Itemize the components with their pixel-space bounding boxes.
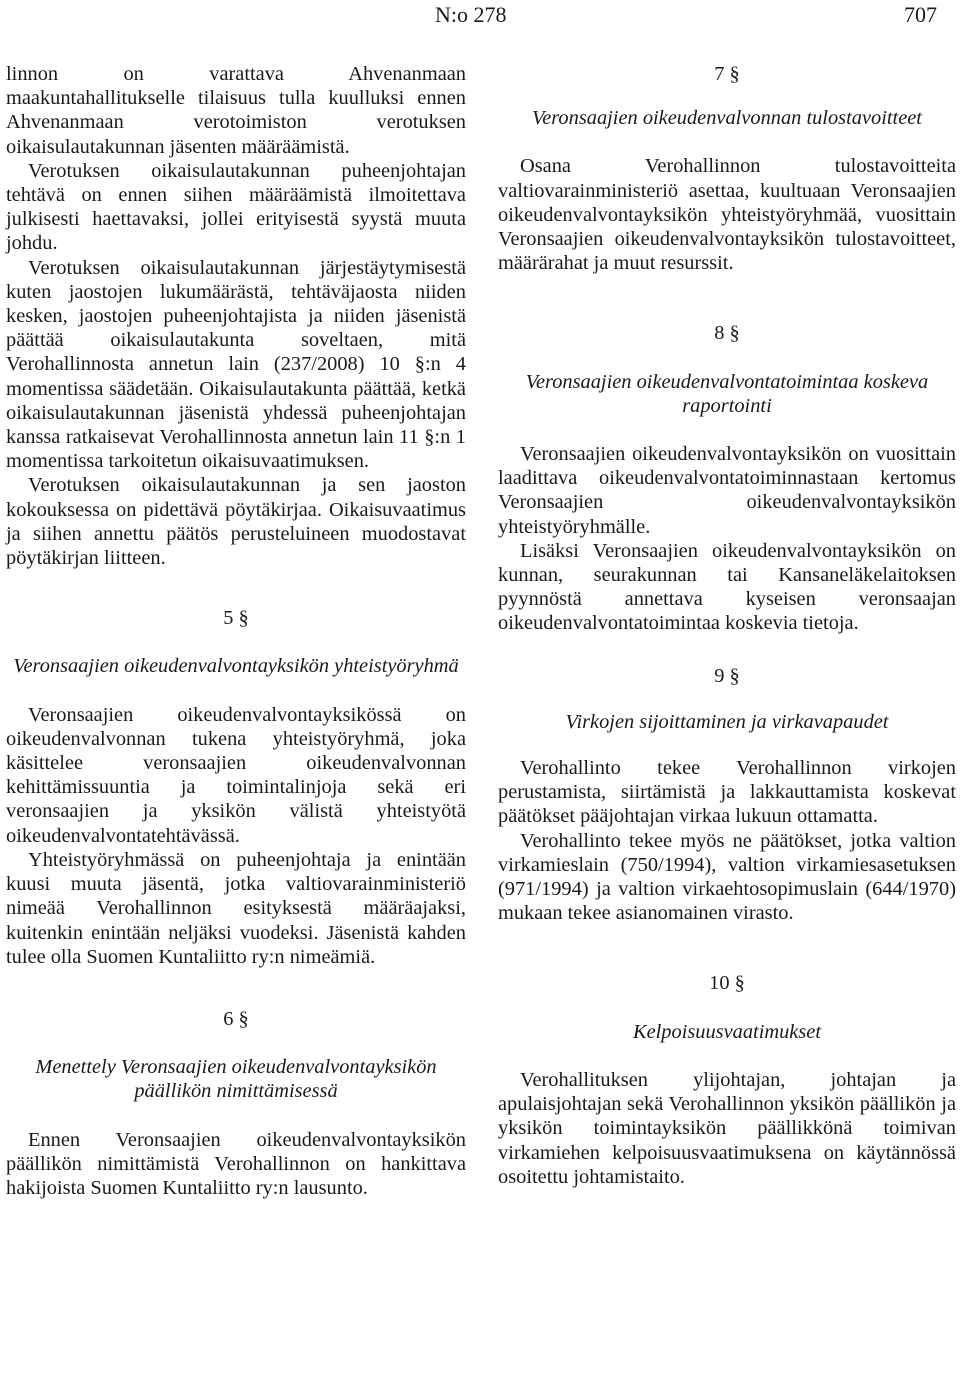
section-title-8: Veronsaajien oikeudenvalvontatoimintaa koskeva raportointi <box>525 370 929 417</box>
paragraph: Lisäksi Veronsaajien oikeudenvalvontayksikön on kunnan, seurakunnan tai Kansaneläkelaitoksen pyynnöstä annettava kyseisen veronsaajan oikeudenvalvontatoimintaa koskevia tietoja. <box>498 539 956 635</box>
section-number-10: 10 § <box>709 972 745 995</box>
document-number: N:o 278 <box>435 2 507 27</box>
section-title-6: Menettely Veronsaajien oikeudenvalvontayksikön päällikön nimittämisessä <box>35 1056 437 1103</box>
paragraph: Verotuksen oikaisulautakunnan järjestäytymisestä kuten jaostojen lukumäärästä, tehtäväjaosta niiden kesken, jaostojen puheenjohtajista ja niiden jäsenistä päättää oikaisulautakunta soveltaen, mitä Verohallinnosta annetun lain (237/2008) 10 §:n 4 momentissa säädetään. Oikaisulautakunta päättää, ketkä oikaisulautakunnan jäsenistä yhdessä puheenjohtajan kanssa ratkaisevat Verohallinnosta annetun lain 11 §:n 1 momentissa tarkoitetun oikaisuvaatimuksen. <box>6 256 466 473</box>
section-number-5: 5 § <box>223 607 249 630</box>
paragraph: linnon on varattava Ahvenanmaan maakuntahallitukselle tilaisuus tulla kuulluksi ennen Ahvenanmaan verotoimiston verotuksen oikaisulautakunnan jäsenten määräämistä. <box>6 63 466 158</box>
paragraph: Ennen Veronsaajien oikeudenvalvontayksikön päällikön nimittämistä Verohallinnon on hankittava hakijoista Suomen Kuntaliitto ry:n lausunto. <box>6 1128 466 1199</box>
paragraph: Veronsaajien oikeudenvalvontayksikössä on oikeudenvalvonnan tukena yhteistyöryhmä, joka käsittelee veronsaajien oikeudenvalvonnan kehittämissuuntia ja toimintalinjoja sekä eri veronsaajien ja yksikön välistä yhteistyötä oikeudenvalvontatehtävässä. <box>6 703 466 847</box>
paragraph: Verohallituksen ylijohtajan, johtajan ja apulaisjohtajan sekä Verohallinnon yksikön päällikön ja yksikön toimintayksikön päällikkönä toimivan virkamiehen kelpoisuusvaatimuksena on käytännössä osoitettu johtamistaito. <box>498 1068 956 1188</box>
left-column <box>6 62 466 1200</box>
paragraph: Verohallinto tekee myös ne päätökset, jotka valtion virkamieslain (750/1994), valtion virkamiesasetuksen (971/1994) ja valtion virkaehtosopimuslain (644/1970) mukaan tekee asianomainen virasto. <box>498 829 956 925</box>
right-column <box>498 62 956 1189</box>
section-number-7: 7 § <box>714 63 740 85</box>
section-number-9: 9 § <box>714 664 740 687</box>
paragraph: Yhteistyöryhmässä on puheenjohtaja ja enintään kuusi muuta jäsentä, jotka valtiovarainministeriö nimeää Verohallinnon esityksestä määräajaksi, kuitenkin enintään neljäksi vuodeksi. Jäsenistä kahden tulee olla Suomen Kuntaliitto ry:n nimeämiä. <box>6 848 466 968</box>
section-number-6: 6 § <box>223 1007 249 1030</box>
paragraph: Verotuksen oikaisulautakunnan puheenjohtajan tehtävä on ennen siihen määräämistä ilmoitettava julkisesti haettavaksi, jollei erityisestä syystä muuta johdu. <box>6 159 466 255</box>
section-title-10: Kelpoisuusvaatimukset <box>632 1020 822 1043</box>
page-header <box>0 0 960 30</box>
section-title-5: Veronsaajien oikeudenvalvontayksikön yhteistyöryhmä <box>13 655 459 678</box>
paragraph: Osana Verohallinnon tulostavoitteita valtiovarainministeriö asettaa, kuultuaan Veronsaajien oikeudenvalvontayksikön yhteistyöryhmää, vuosittain Veronsaajien oikeudenvalvontayksikön tulostavoitteet, määrärahat ja muut resurssit. <box>498 155 956 275</box>
page-number: 707 <box>904 2 937 27</box>
section-number-8: 8 § <box>714 322 740 345</box>
paragraph: Verotuksen oikaisulautakunnan ja sen jaoston kokouksessa on pidettävä pöytäkirjaa. Oikaisuvaatimus ja siihen annettu päätös perusteluineen muodostavat pöytäkirjan liitteen. <box>6 474 466 570</box>
paragraph: Veronsaajien oikeudenvalvontayksikön on vuosittain laadittava oikeudenvalvontatoiminnastaan kertomus Veronsaajien oikeudenvalvontayksikön yhteistyöryhmälle. <box>498 443 956 538</box>
section-title-9: Virkojen sijoittaminen ja virkavapaudet <box>565 710 889 733</box>
paragraph: Verohallinto tekee Verohallinnon virkojen perustamista, siirtämistä ja lakkauttamista koskevat päätökset pääjohtajan virkaa lukuun ottamatta. <box>498 757 956 828</box>
section-title-7: Veronsaajien oikeudenvalvonnan tulostavoitteet <box>532 107 922 130</box>
